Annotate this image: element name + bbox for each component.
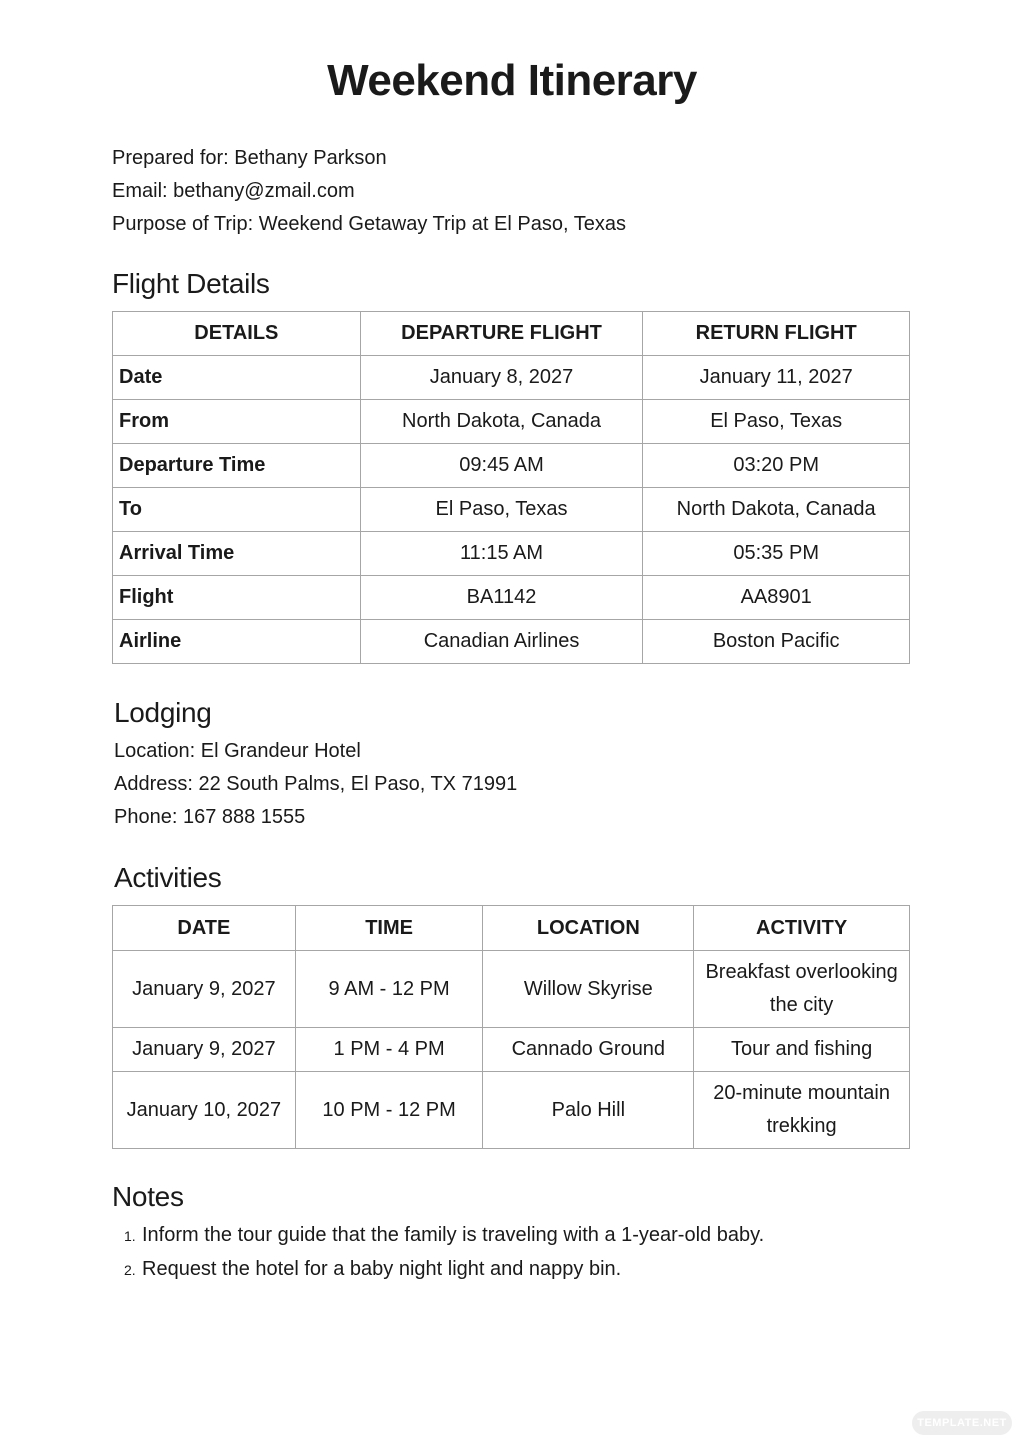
table-row	[113, 620, 910, 664]
activity-description: Tour and fishing	[694, 1028, 910, 1072]
row-label: Airline	[113, 620, 361, 664]
lodging-info	[114, 735, 517, 834]
table-header-row	[113, 312, 910, 356]
trip-info	[112, 142, 626, 241]
activity-location: Palo Hill	[483, 1072, 694, 1149]
header-cell: DETAILS	[113, 312, 361, 356]
activities-heading: Activities	[114, 862, 222, 893]
activity-time: 10 PM - 12 PM	[295, 1072, 483, 1149]
header-cell: DATE	[113, 906, 296, 951]
table-row	[113, 951, 910, 1028]
header-cell: LOCATION	[483, 906, 694, 951]
return-value: Boston Pacific	[643, 620, 910, 664]
activity-location: Willow Skyrise	[483, 951, 694, 1028]
row-label: To	[113, 488, 361, 532]
lodging-location: Location: El Grandeur Hotel	[114, 740, 361, 762]
return-value: January 11, 2027	[643, 356, 910, 400]
trip-purpose: Purpose of Trip: Weekend Getaway Trip at El Paso, Texas	[112, 213, 626, 235]
activity-location: Cannado Ground	[483, 1028, 694, 1072]
activity-time: 1 PM - 4 PM	[295, 1028, 483, 1072]
departure-value: 09:45 AM	[360, 444, 643, 488]
flight-details-heading: Flight Details	[112, 268, 270, 299]
return-value: 05:35 PM	[643, 532, 910, 576]
table-row	[113, 444, 910, 488]
header-cell: RETURN FLIGHT	[643, 312, 910, 356]
table-row	[113, 532, 910, 576]
notes-list	[124, 1219, 764, 1287]
flight-details-table	[112, 311, 910, 664]
departure-value: North Dakota, Canada	[360, 400, 643, 444]
header-cell: TIME	[295, 906, 483, 951]
note-text: Inform the tour guide that the family is traveling with a 1-year-old baby.	[142, 1224, 765, 1246]
email: Email: bethany@zmail.com	[112, 180, 355, 202]
departure-value: 11:15 AM	[360, 532, 643, 576]
activities-table	[112, 905, 910, 1149]
template-watermark: TEMPLATE.NET	[912, 1411, 1012, 1435]
notes-heading: Notes	[112, 1181, 184, 1212]
table-row	[113, 488, 910, 532]
return-value: 03:20 PM	[643, 444, 910, 488]
table-row	[113, 1072, 910, 1149]
table-row	[113, 576, 910, 620]
row-label: Date	[113, 356, 361, 400]
row-label: Flight	[113, 576, 361, 620]
prepared-for: Prepared for: Bethany Parkson	[112, 147, 387, 169]
header-cell: ACTIVITY	[694, 906, 910, 951]
list-number: 2.	[124, 1262, 136, 1278]
list-number: 1.	[124, 1228, 136, 1244]
note-text: Request the hotel for a baby night light and nappy bin.	[142, 1258, 622, 1280]
return-value: El Paso, Texas	[643, 400, 910, 444]
activity-description: Breakfast overlooking the city	[694, 951, 910, 1028]
activity-time: 9 AM - 12 PM	[295, 951, 483, 1028]
list-item	[124, 1219, 764, 1253]
activity-date: January 9, 2027	[113, 1028, 296, 1072]
return-value: AA8901	[643, 576, 910, 620]
list-item	[124, 1253, 764, 1287]
departure-value: January 8, 2027	[360, 356, 643, 400]
row-label: Arrival Time	[113, 532, 361, 576]
activity-description: 20-minute mountain trekking	[694, 1072, 910, 1149]
departure-value: BA1142	[360, 576, 643, 620]
table-header-row	[113, 906, 910, 951]
departure-value: El Paso, Texas	[360, 488, 643, 532]
row-label: Departure Time	[113, 444, 361, 488]
return-value: North Dakota, Canada	[643, 488, 910, 532]
page-title: Weekend Itinerary	[327, 56, 697, 105]
table-row	[113, 400, 910, 444]
lodging-heading: Lodging	[114, 697, 212, 728]
row-label: From	[113, 400, 361, 444]
departure-value: Canadian Airlines	[360, 620, 643, 664]
activity-date: January 9, 2027	[113, 951, 296, 1028]
lodging-address: Address: 22 South Palms, El Paso, TX 71991	[114, 773, 518, 795]
table-row	[113, 356, 910, 400]
header-cell: DEPARTURE FLIGHT	[360, 312, 643, 356]
lodging-phone: Phone: 167 888 1555	[114, 806, 306, 828]
activity-date: January 10, 2027	[113, 1072, 296, 1149]
table-row	[113, 1028, 910, 1072]
